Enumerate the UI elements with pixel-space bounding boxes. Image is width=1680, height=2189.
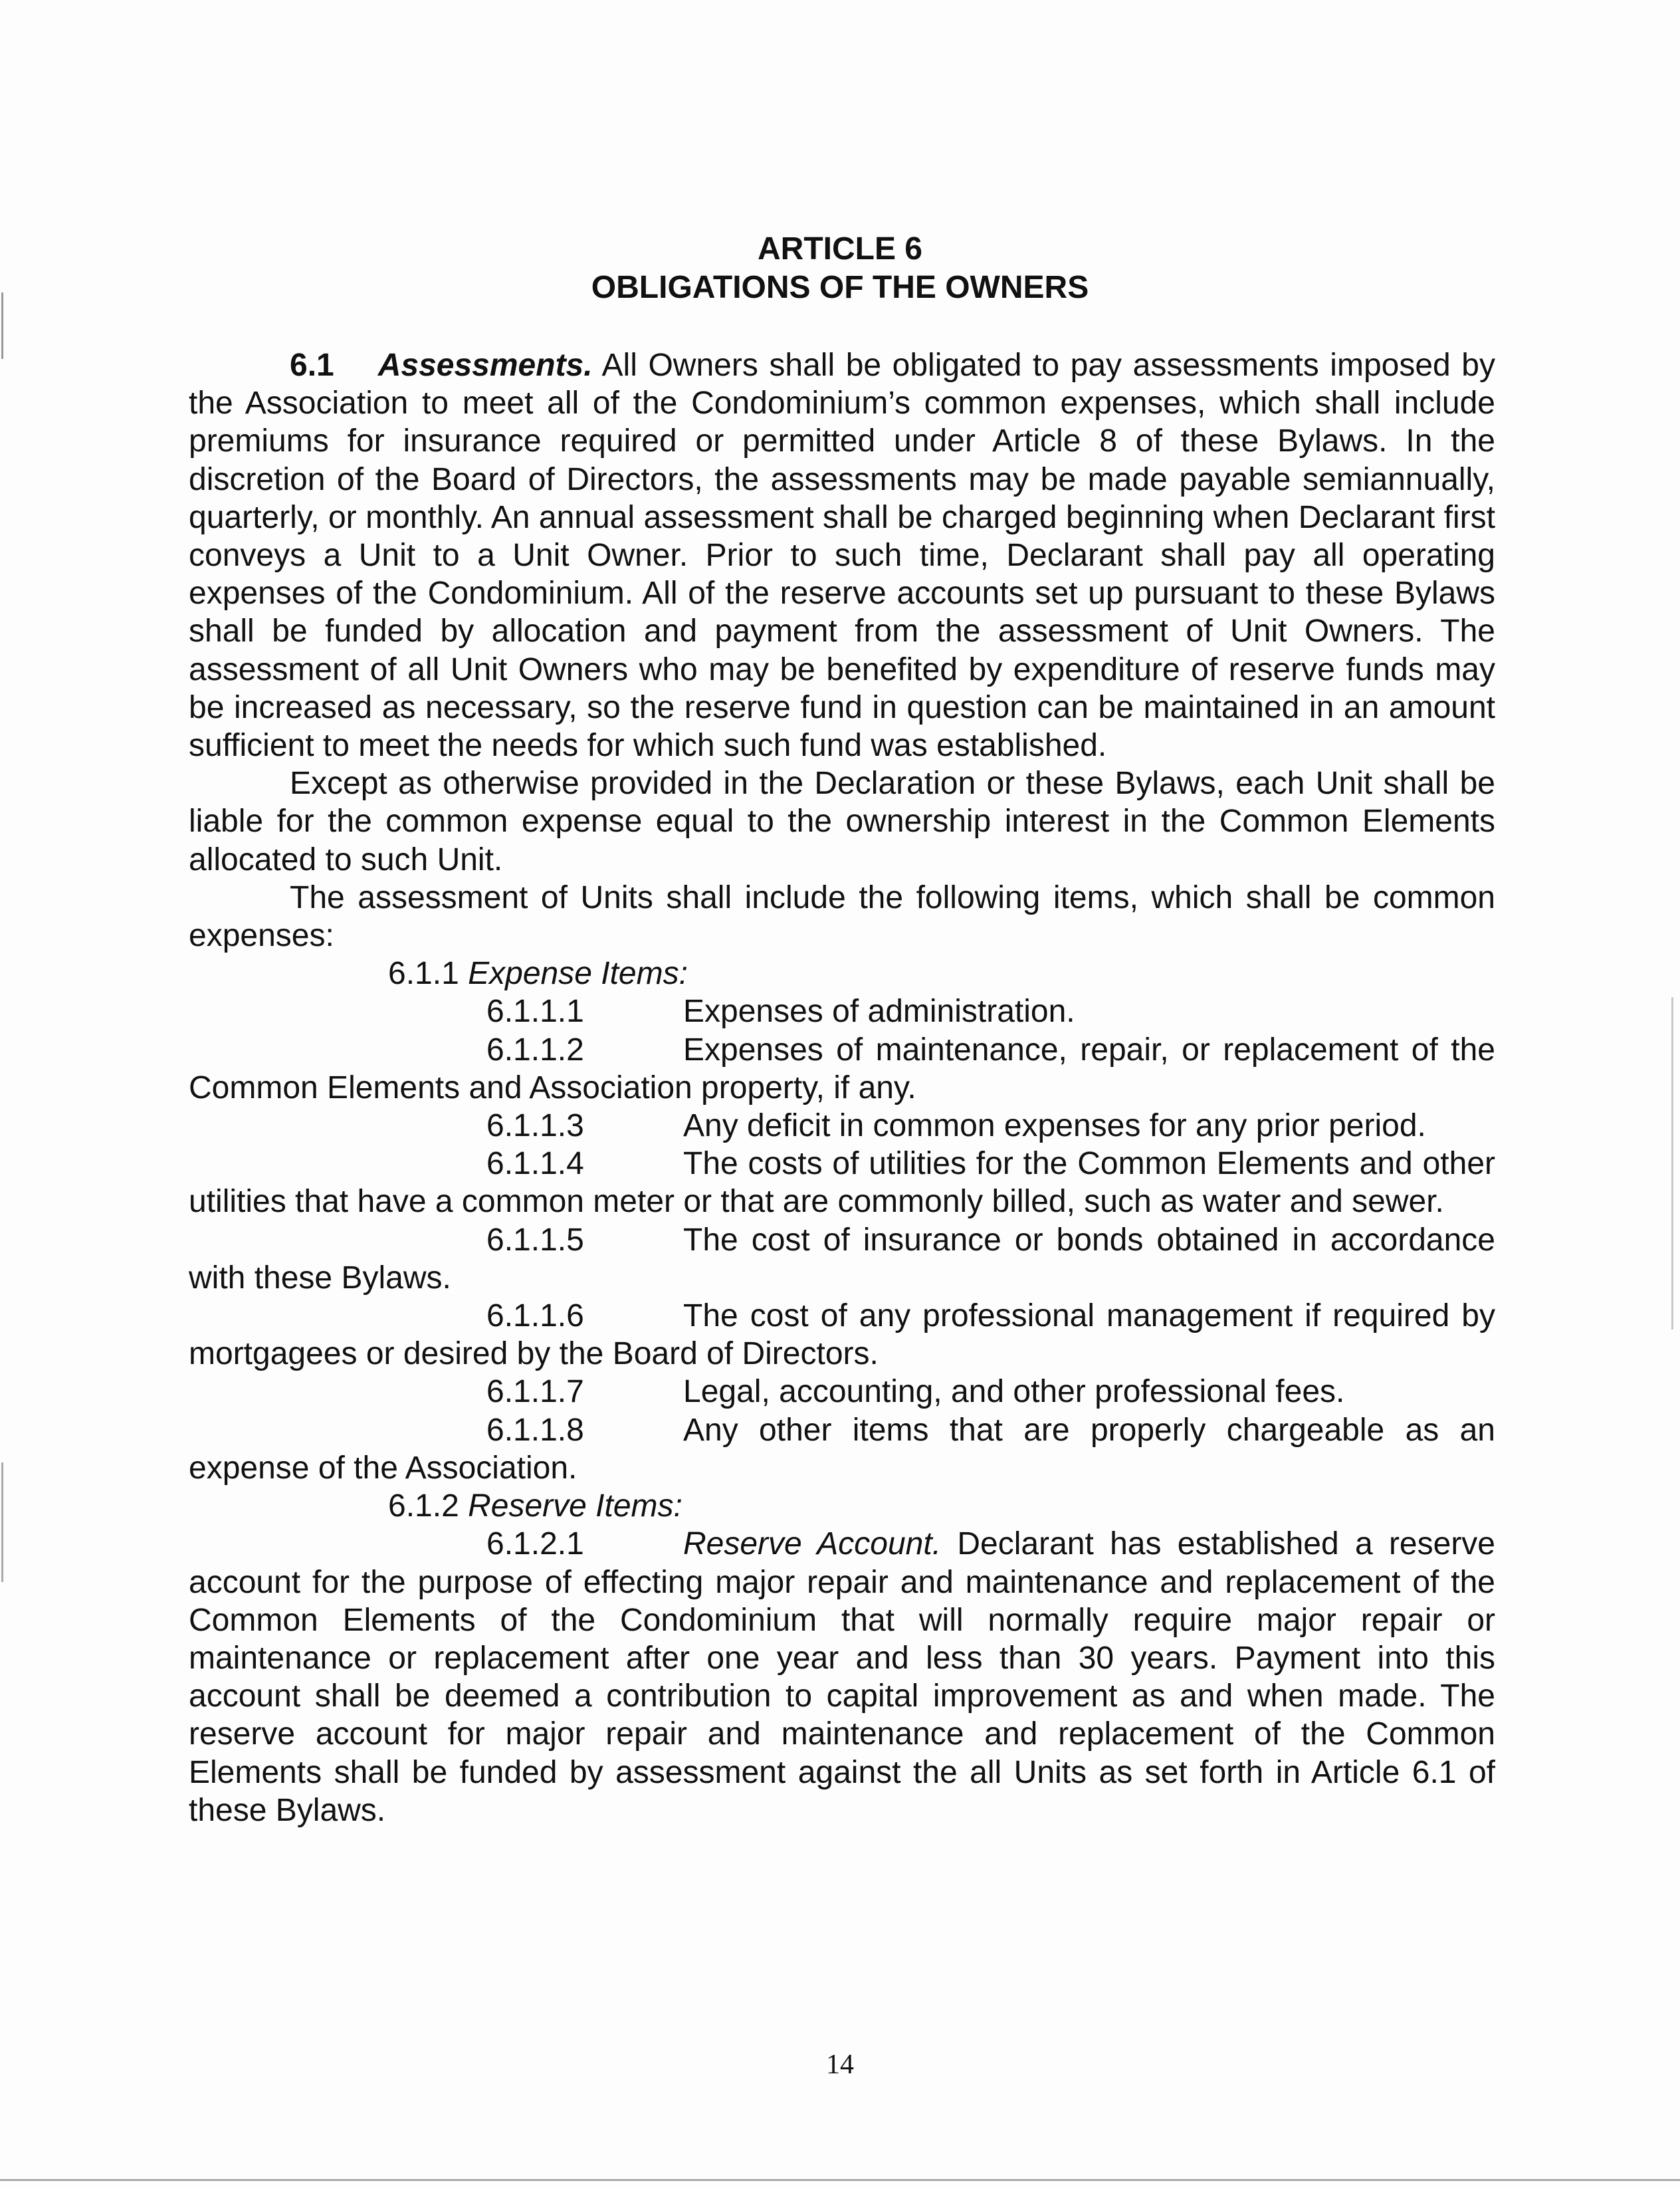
item-number: 6.1.1.3: [486, 1108, 584, 1144]
subsection-title: Reserve Items:: [468, 1488, 682, 1524]
item-text: Any deficit in common expenses for any prior period.: [683, 1108, 1426, 1144]
item-text: Declarant has established a reserve account for the purpose of effecting major repair and maintenance and replacement of the Common Elements of the Condominium that will normally require major repair or maintenance or replacement after one year and less than 30 years. Payment into this account shall be deemed a contribution to capital improvement as and when made. The reserve account for major repair and maintenance and replacement of the Common Elements shall be funded by assessment against the all Units as set forth in Article 6.1 of these Bylaws.: [189, 1526, 1496, 1828]
item-number: 6.1.1.8: [486, 1412, 584, 1448]
scan-artifact: [1, 1462, 3, 1582]
page-number: 14: [826, 2049, 854, 2080]
item-text: Any other items that are properly chargeable as an expense of the Association.: [189, 1412, 1495, 1486]
scan-artifact: [1671, 997, 1673, 1329]
item-text: Expenses of maintenance, repair, or replacement of the Common Elements and Association property, if any.: [189, 1032, 1495, 1105]
list-item: [189, 1221, 1495, 1297]
section-number: 6.1: [290, 348, 334, 383]
list-item: [189, 1525, 1495, 1829]
item-title: Reserve Account.: [683, 1526, 942, 1562]
item-number: 6.1.1.5: [486, 1222, 584, 1258]
subsection-heading: [189, 955, 1495, 992]
item-number: 6.1.1.1: [486, 994, 584, 1030]
section-text: All Owners shall be obligated to pay assessments imposed by the Association to meet all of the Condominium’s common expenses, which shall include premiums for insurance required or permitted under Article 8 of these Bylaws. In the discretion of the Board of Directors, the assessments may be made payable semiannually, quarterly, or monthly. An annual assessment shall be charged beginning when Declarant first conveys a Unit to a Unit Owner. Prior to such time, Declarant shall pay all operating expenses of the Condominium. All of the reserve accounts set up pursuant to these Bylaws shall be funded by allocation and payment from the assessment of Unit Owners. The assessment of all Unit Owners who may be benefited by expenditure of reserve funds may be increased as necessary, so the reserve fund in question can be maintained in an amount sufficient to meet the needs for which such fund was established.: [189, 348, 1496, 764]
item-text: The costs of utilities for the Common Elements and other utilities that have a common meter or that are commonly billed, such as water and sewer.: [189, 1146, 1495, 1220]
item-text: Legal, accounting, and other professional fees.: [683, 1374, 1345, 1410]
section-title: Assessments.: [377, 348, 593, 383]
list-item: [189, 1145, 1495, 1220]
item-text: The cost of insurance or bonds obtained in accordance with these Bylaws.: [189, 1222, 1495, 1296]
item-text: The cost of any professional management if required by mortgagees or desired by the Board of Directors.: [189, 1298, 1495, 1372]
list-item: [189, 1297, 1495, 1373]
item-number: 6.1.1.4: [486, 1146, 584, 1182]
list-item: [189, 1031, 1495, 1107]
paragraph: Except as otherwise provided in the Declaration or these Bylaws, each Unit shall be liable for the common expense equal to the ownership interest in the Common Elements allocated to such Unit.: [189, 766, 1495, 877]
scan-artifact: [0, 2179, 1680, 2181]
paragraph: The assessment of Units shall include the following items, which shall be common expenses:: [189, 879, 1495, 954]
document-body: [189, 346, 1495, 1829]
section-6-1-paragraph: [189, 346, 1495, 764]
subsection-title: Expense Items:: [468, 956, 688, 992]
list-item: [189, 1411, 1495, 1487]
item-text: Expenses of administration.: [683, 994, 1075, 1030]
subsection-number: 6.1.2: [388, 1488, 459, 1524]
list-item: [189, 1107, 1495, 1145]
item-number: 6.1.1.6: [486, 1298, 584, 1334]
article-number: ARTICLE 6: [757, 231, 922, 267]
item-number: 6.1.2.1: [486, 1526, 584, 1562]
item-number: 6.1.1.7: [486, 1374, 584, 1410]
subsection-number: 6.1.1: [388, 956, 459, 992]
list-item: [189, 1373, 1495, 1411]
subsection-heading: [189, 1487, 1495, 1525]
list-item: [189, 992, 1495, 1030]
article-title: OBLIGATIONS OF THE OWNERS: [591, 270, 1089, 305]
item-number: 6.1.1.2: [486, 1032, 584, 1068]
